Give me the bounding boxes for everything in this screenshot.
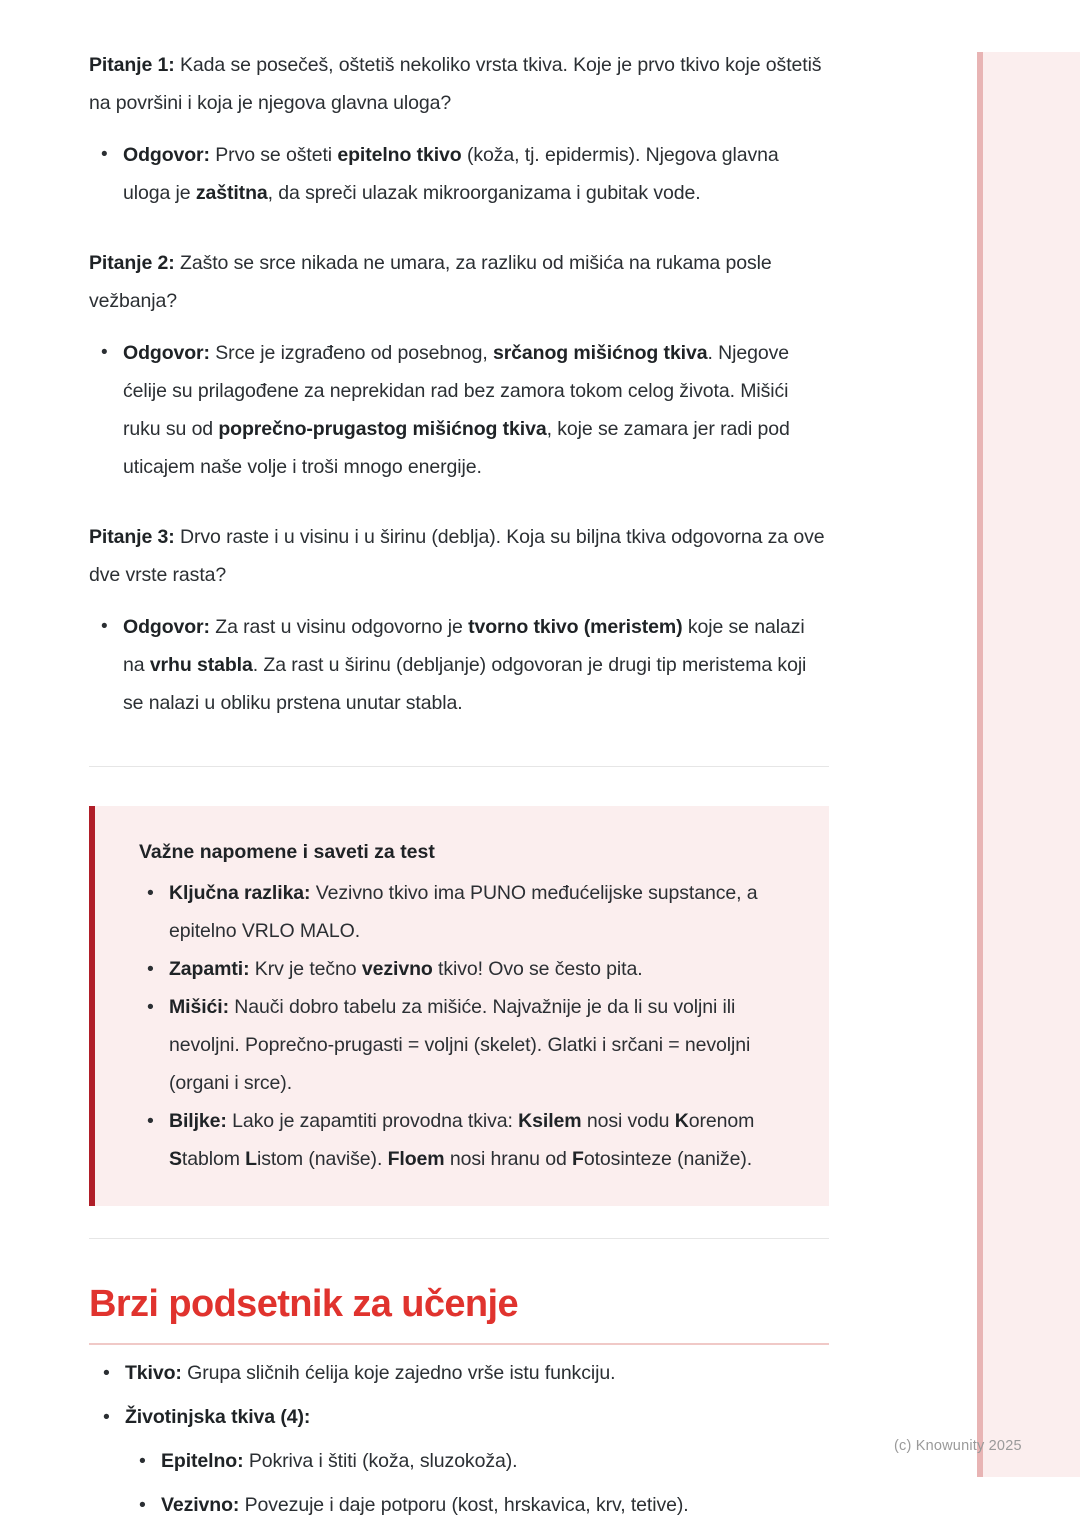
answer-3 xyxy=(89,608,829,722)
answer-1 xyxy=(89,136,829,212)
answer-2-list xyxy=(89,334,829,486)
callout-item xyxy=(139,988,801,1102)
callout-item-text: Zapamti: Krv je tečno vezivno tkivo! Ovo se često pita. xyxy=(169,958,643,980)
document-content xyxy=(89,46,829,1527)
summary-item xyxy=(89,1395,829,1527)
question-3-label: Pitanje 3: xyxy=(89,526,175,548)
question-2 xyxy=(89,244,829,320)
summary-item-text: Životinjska tkiva (4): xyxy=(125,1406,311,1428)
summary-subitem xyxy=(125,1483,829,1527)
answer-1-text: Prvo se ošteti epitelno tkivo (koža, tj. epidermis). Njegova glavna uloga je zaštitna, da spreči ulazak mikroorganizama i gubitak vode. xyxy=(123,144,779,204)
summary-item-text: Tkivo: Grupa sličnih ćelija koje zajedno vrše istu funkciju. xyxy=(125,1362,616,1384)
answer-1-list xyxy=(89,136,829,212)
callout-item xyxy=(139,950,801,988)
summary-subitem-text: Vezivno: Povezuje i daje potporu (kost, hrskavica, krv, tetive). xyxy=(161,1494,689,1516)
section-title-rule xyxy=(89,1343,829,1345)
question-3 xyxy=(89,518,829,594)
answer-2-label: Odgovor: xyxy=(123,342,210,364)
callout-item-text: Ključna razlika: Vezivno tkivo ima PUNO međućelijske supstance, a epitelno VRLO MALO. xyxy=(169,882,758,942)
answer-3-list xyxy=(89,608,829,722)
summary-sublist xyxy=(125,1439,829,1527)
callout-item-text: Mišići: Nauči dobro tabelu za mišiće. Najvažnije je da li su voljni ili nevoljni. Poprečno-prugasti = voljni (skelet). Glatki i srčani = nevoljni (organi i srce). xyxy=(169,996,751,1094)
summary-list xyxy=(89,1351,829,1527)
callout-list xyxy=(139,874,801,1178)
question-2-text: Zašto se srce nikada ne umara, za razliku od mišića na rukama posle vežbanja? xyxy=(89,252,772,312)
callout-item xyxy=(139,874,801,950)
watermark: (c) Knowunity 2025 xyxy=(894,1438,1022,1454)
question-2-label: Pitanje 2: xyxy=(89,252,175,274)
right-edge-callout-strip xyxy=(977,52,1080,1477)
important-notes-callout xyxy=(89,806,829,1206)
summary-subitem-text: Epitelno: Pokriva i štiti (koža, sluzokoža). xyxy=(161,1450,518,1472)
question-3-text: Drvo raste i u visinu i u širinu (deblja). Koja su biljna tkiva odgovorna za ove dve vrste rasta? xyxy=(89,526,825,586)
answer-2 xyxy=(89,334,829,486)
answer-3-label: Odgovor: xyxy=(123,616,210,638)
summary-item xyxy=(89,1351,829,1395)
question-1 xyxy=(89,46,829,122)
summary-subitem xyxy=(125,1439,829,1483)
question-1-text: Kada se posečeš, oštetiš nekoliko vrsta tkiva. Koje je prvo tkivo koje oštetiš na površini i koja je njegova glavna uloga? xyxy=(89,54,822,114)
answer-3-text: Za rast u visinu odgovorno je tvorno tkivo (meristem) koje se nalazi na vrhu stabla. Za rast u širinu (debljanje) odgovoran je drugi tip meristema koji se nalazi u obliku prstena unutar stabla. xyxy=(123,616,807,714)
question-1-label: Pitanje 1: xyxy=(89,54,175,76)
answer-1-label: Odgovor: xyxy=(123,144,210,166)
section-title: Brzi podsetnik za učenje xyxy=(89,1283,519,1325)
callout-item-text: Biljke: Lako je zapamtiti provodna tkiva: Ksilem nosi vodu Korenom Stablom Listom (naviše). Floem nosi hranu od Fotosinteze (naniže). xyxy=(169,1110,755,1170)
callout-title: Važne napomene i saveti za test xyxy=(139,841,435,863)
callout-item xyxy=(139,1102,801,1178)
answer-2-text: Srce je izgrađeno od posebnog, srčanog mišićnog tkiva. Njegove ćelije su prilagođene za neprekidan rad bez zamora tokom celog života. Mišići ruku su od poprečno-prugastog mišićnog tkiva, koje se zamara jer radi pod uticajem naše volje i troši mnogo energije. xyxy=(123,342,790,478)
